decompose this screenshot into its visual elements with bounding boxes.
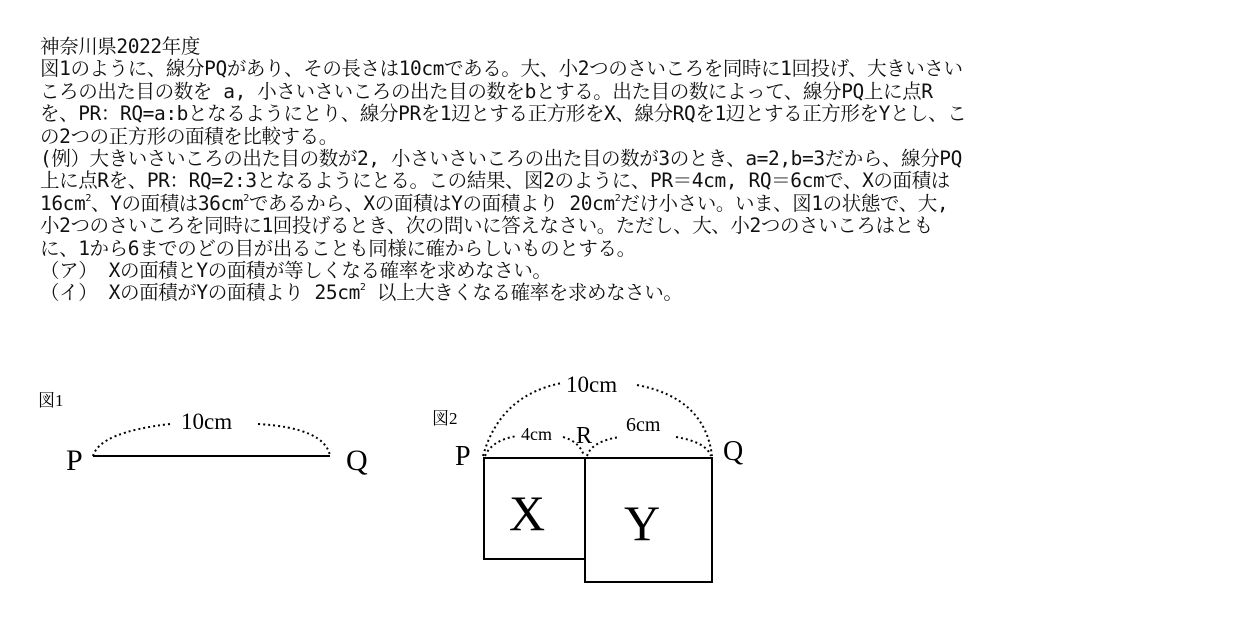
figure-2-caption: 図2: [432, 409, 458, 428]
brace-right: [258, 424, 330, 456]
brace-left: [93, 424, 170, 456]
instruction-line-2: に、1から6までのどの目が出ることも同様に確からしいものとする。: [40, 236, 636, 260]
question-b-post: 以上大きくなる確率を求めなさい。: [365, 281, 683, 305]
problem-line-3: を、PR：RQ=a:bとなるようにとり、線分PRを1辺とする正方形をX、線分RQを1辺とする正方形をYとし、こ: [40, 102, 967, 126]
question-b-pre: （イ） Xの面積がYの面積より 25cm: [40, 281, 360, 305]
superscript: 2: [614, 192, 621, 204]
arc-pr-left: [485, 436, 517, 456]
figure-1: [38, 391, 368, 477]
figure-1-length-label: 10cm: [181, 409, 233, 434]
figure-2-point-r: R: [576, 423, 593, 449]
superscript: 2: [243, 192, 249, 204]
figure-2-pr-label: 4cm: [521, 424, 552, 444]
instruction-line-1: 小2つのさいころを同時に1回投げるとき、次の問いに答えなさい。ただし、大、小2つのさいころはとも: [40, 214, 933, 238]
example-line-2: 上に点Rを、PR：RQ=2:3となるようにとる。この結果、図2のように、PR＝4cm, RQ＝6cmで、Xの面積は: [40, 169, 950, 193]
example-line-1: (例）大きいさいころの出た目の数が2, 小さいさいころの出た目の数が3のとき、a=2,b=3だから、線分PQ: [40, 146, 962, 170]
figure-2-rq-label: 6cm: [626, 414, 661, 436]
area-x-value: 16cm: [40, 191, 86, 215]
figure-2-total-label: 10cm: [566, 372, 618, 397]
figure-2-point-p: P: [455, 441, 471, 472]
problem-line-4: の2つの正方形の面積を比較する。: [40, 124, 338, 148]
figure-1-point-q: Q: [346, 444, 368, 477]
superscript: 2: [85, 192, 91, 204]
area-diff-tail: だけ小さい。いま、図1の状態で、大,: [620, 191, 949, 215]
square-y-label: Y: [624, 495, 661, 551]
problem-line-2: ころの出た目の数を a, 小さいさいころの出た目の数をbとする。出た目の数によって、線分PQ上に点R: [40, 79, 933, 103]
area-diff-text: であるから、Xの面積はYの面積より 20cm: [248, 191, 615, 215]
area-y-text: 、Yの面積は36cm: [91, 191, 244, 215]
problem-header: 神奈川県2022年度: [40, 35, 200, 58]
question-a: （ア） Xの面積とYの面積が等しくなる確率を求めなさい。: [40, 258, 552, 282]
figure-2-point-q: Q: [723, 436, 744, 467]
figure-1-point-p: P: [66, 444, 83, 477]
figure-2: [432, 372, 743, 582]
figure-1-caption: 図1: [38, 391, 64, 410]
problem-line-1: 図1のように、線分PQがあり、その長さは10cmである。大、小2つのさいころを同時に1回投げ、大きいさい: [40, 57, 963, 81]
square-x-label: X: [509, 485, 546, 541]
superscript: 2: [359, 282, 366, 294]
arc-rq-right: [676, 437, 711, 456]
